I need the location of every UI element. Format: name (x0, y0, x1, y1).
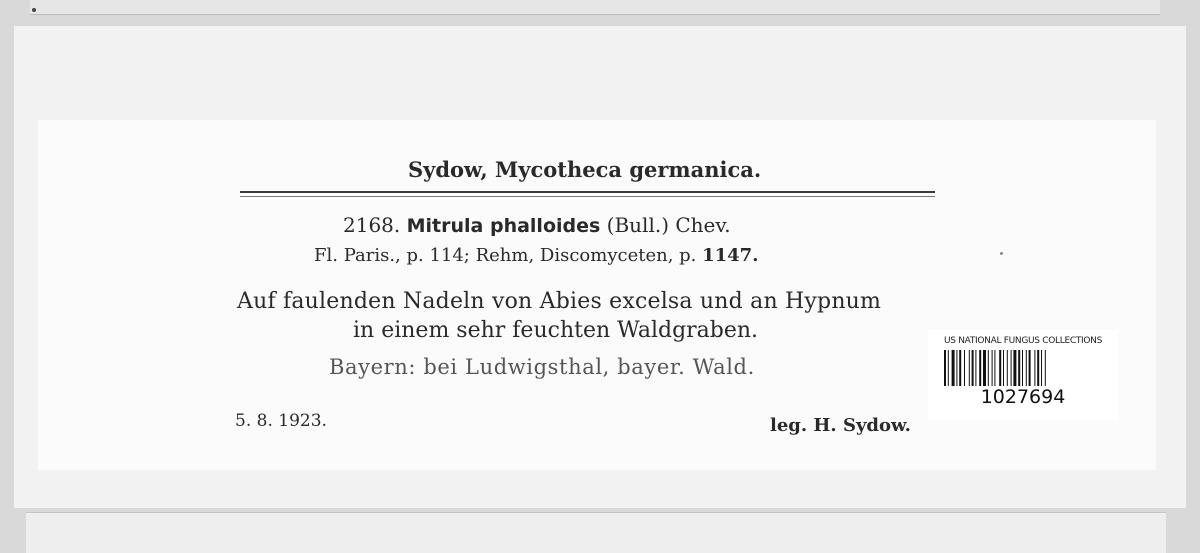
references-page: 1147. (702, 245, 759, 266)
authority: (Bull.) Chev. (606, 213, 731, 237)
barcode-bars (944, 350, 1104, 386)
collector: leg. H. Sydow. (770, 415, 911, 436)
header-rule (240, 191, 935, 193)
barcode-label (928, 330, 1118, 420)
references-text: Fl. Paris., p. 114; Rehm, Discomyceten, p. (314, 245, 703, 266)
habitat-line-1: Auf faulenden Nadeln von Abies excelsa und an Hypnum (237, 289, 882, 314)
adjacent-sheet-bottom (26, 512, 1166, 553)
habitat-line-2: in einem sehr feuchten Waldgraben. (353, 318, 759, 343)
barcode-institution: US NATIONAL FUNGUS COLLECTIONS (943, 336, 1103, 346)
references (314, 245, 758, 266)
adjacent-sheet-top (30, 0, 1160, 15)
collection-date: 5. 8. 1923. (235, 411, 327, 431)
taxon-line (343, 213, 731, 237)
exsiccata-number: 2168. (343, 213, 401, 237)
species-name: Mitrula phalloides (406, 215, 601, 237)
header-rule-thin (240, 196, 935, 197)
speck (1000, 252, 1003, 255)
collection-header: Sydow, Mycotheca germanica. (408, 157, 762, 182)
barcode-number: 1027694 (980, 386, 1066, 408)
locality: Bayern: bei Ludwigsthal, bayer. Wald. (329, 355, 755, 379)
pin-mark (32, 8, 36, 12)
